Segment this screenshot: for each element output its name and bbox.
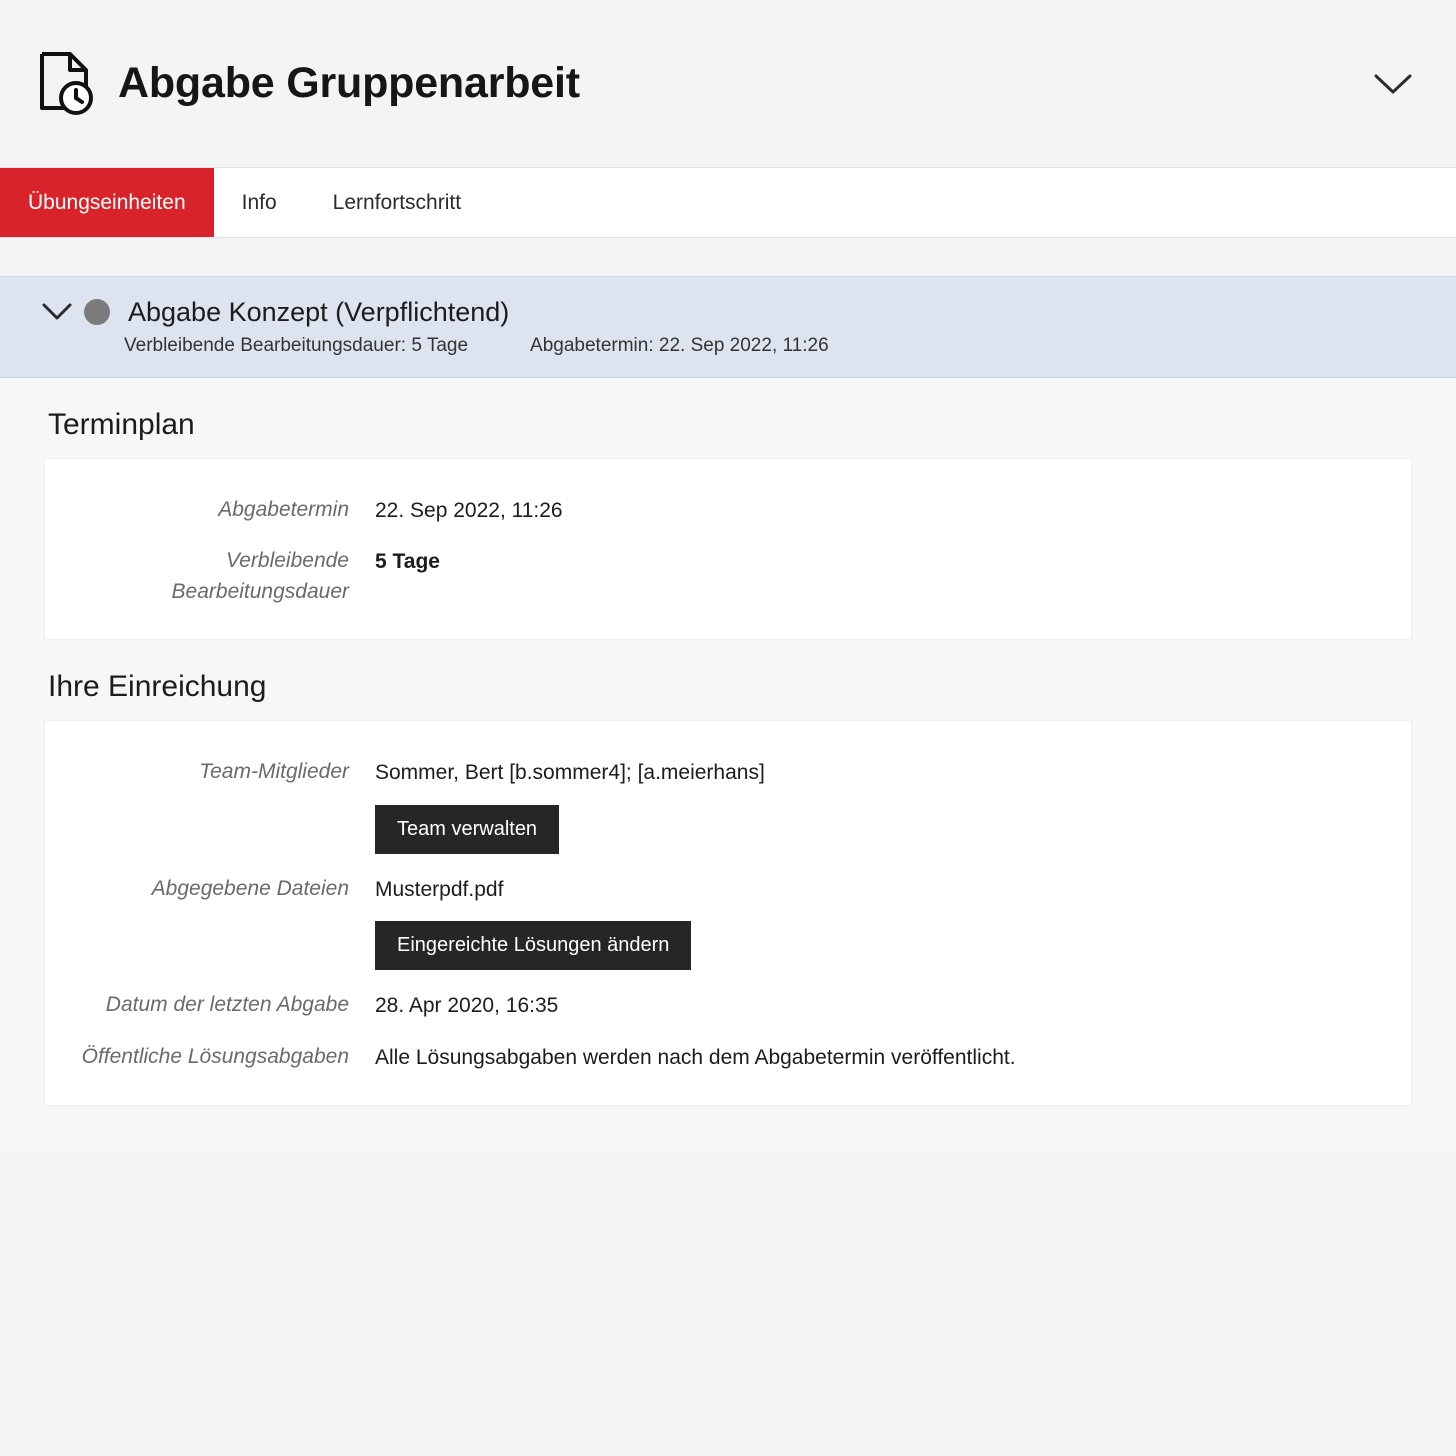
- chevron-down-icon[interactable]: [1370, 61, 1416, 107]
- chevron-down-icon[interactable]: [40, 295, 74, 329]
- field-datum-letzte-abgabe: [45, 980, 1411, 1031]
- field-abgabetermin: [45, 485, 1411, 536]
- status-dot-icon: [84, 299, 110, 325]
- field-team-mitglieder: [45, 747, 1411, 863]
- schedule-card: [44, 458, 1412, 640]
- field-value: 22. Sep 2022, 11:26: [375, 499, 563, 522]
- tab-info[interactable]: Info: [241, 190, 277, 214]
- submitted-file-name[interactable]: Musterpdf.pdf: [375, 877, 504, 901]
- document-clock-icon: [34, 48, 96, 120]
- section-title-terminplan: Terminplan: [48, 408, 195, 441]
- field-label: Datum der letzten Abgabe: [105, 993, 349, 1017]
- unit-deadline: Abgabetermin: 22. Sep 2022, 11:26: [530, 335, 829, 356]
- tab-uebungseinheiten[interactable]: Übungseinheiten: [0, 168, 214, 237]
- manage-team-button[interactable]: Team verwalten: [375, 805, 559, 854]
- page-title: Abgabe Gruppenarbeit: [118, 58, 580, 107]
- field-label: Team-Mitglieder: [199, 760, 349, 784]
- page-header: [0, 0, 1456, 168]
- team-members-value: Sommer, Bert [b.sommer4]; [a.meierhans]: [375, 761, 765, 785]
- page-footer: [0, 1152, 1456, 1192]
- field-label: Abgabetermin: [218, 498, 349, 521]
- content-area: [0, 378, 1456, 1152]
- edit-submissions-button[interactable]: Eingereichte Lösungen ändern: [375, 921, 691, 970]
- spacer: [0, 238, 1456, 276]
- unit-title: Abgabe Konzept (Verpflichtend): [128, 296, 510, 327]
- field-label: Abgegebene Dateien: [151, 876, 349, 900]
- unit-header[interactable]: [0, 276, 1456, 378]
- submission-card: [44, 720, 1412, 1106]
- field-verbleibende-bearbeitungsdauer: [45, 536, 1411, 617]
- field-value: 5 Tage: [375, 550, 440, 574]
- field-label: Verbleibende Bearbeitungsdauer: [171, 549, 349, 603]
- field-oeffentliche-loesungsabgaben: [45, 1032, 1411, 1083]
- section-title-einreichung: Ihre Einreichung: [48, 670, 267, 704]
- unit-header-meta: [0, 335, 1456, 357]
- field-abgegebene-dateien: [45, 864, 1411, 980]
- unit-remaining-time: Verbleibende Bearbeitungsdauer: 5 Tage: [124, 335, 469, 356]
- unit-header-main: [0, 295, 1456, 329]
- field-value: [375, 757, 1411, 853]
- field-label: Öffentliche Lösungsabgaben: [81, 1044, 349, 1068]
- spacer: [44, 1106, 1412, 1152]
- field-value: 28. Apr 2020, 16:35: [375, 994, 559, 1018]
- tab-lernfortschritt[interactable]: Lernfortschritt: [332, 190, 462, 214]
- tab-bar: [0, 168, 1456, 238]
- field-value: Alle Lösungsabgaben werden nach dem Abgabetermin veröffentlicht.: [375, 1045, 1016, 1069]
- field-value: [375, 874, 1411, 970]
